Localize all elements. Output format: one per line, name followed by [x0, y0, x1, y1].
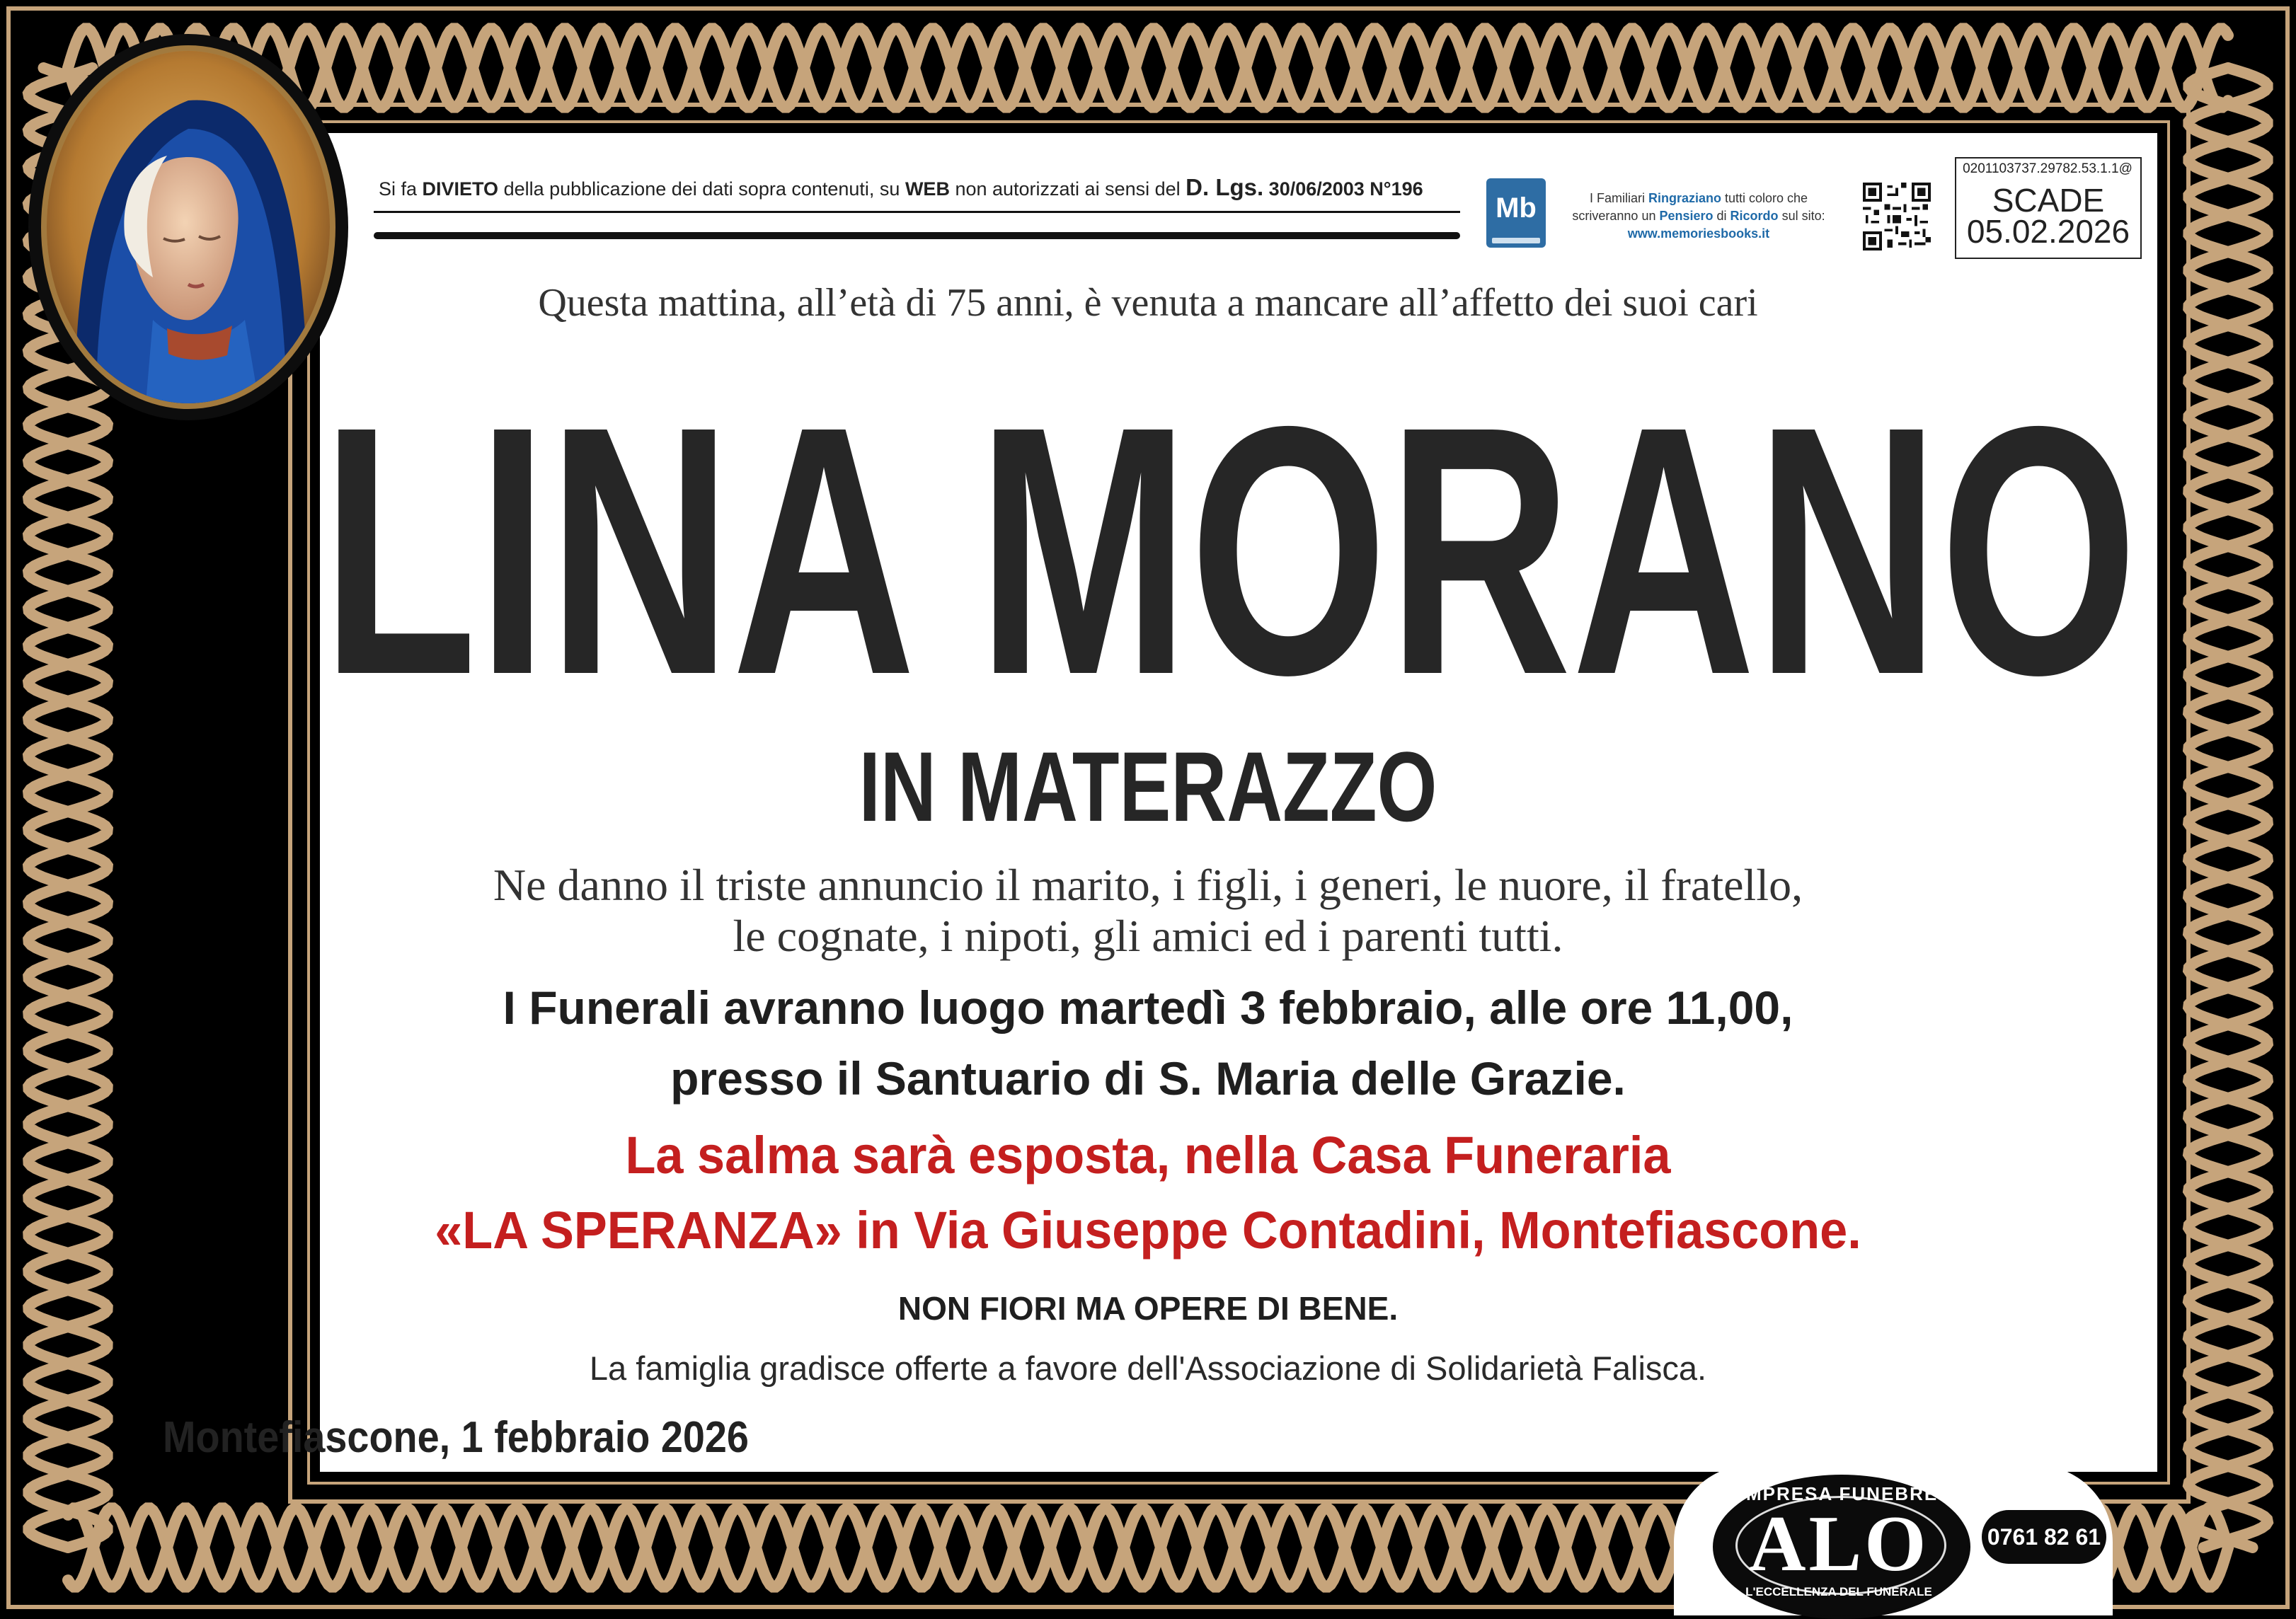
- funeral-home-logo-text: ALO: [1748, 1500, 1929, 1588]
- memoriesbooks-logo-icon: Mb: [1486, 178, 1546, 248]
- funeral-home-label: IMPRESA FUNEBRE: [1739, 1483, 1939, 1504]
- wake-line-1: La salma sarà esposta, nella Casa Funeraria: [625, 1126, 1671, 1185]
- funeral-line-2: presso il Santuario di S. Maria delle Grazie.: [670, 1052, 1626, 1105]
- intro-text: Questa mattina, all’età di 75 anni, è venuta a mancare all’affetto dei suoi cari: [538, 281, 1758, 325]
- announcement-line-2: le cognate, i nipoti, gli amici ed i parenti tutti.: [733, 911, 1563, 961]
- announcement-line-1: Ne danno il triste annuncio il marito, i figli, i generi, le nuore, il fratello,: [493, 860, 1803, 910]
- family-donation-note: La famiglia gradisce offerte a favore dell'Associazione di Solidarietà Falisca.: [589, 1349, 1707, 1387]
- no-flowers-note: NON FIORI MA OPERE DI BENE.: [897, 1290, 1399, 1327]
- place-date: Montefiascone, 1 febbraio 2026: [163, 1413, 749, 1462]
- funeral-home-slogan: L'ECCELLENZA DEL FUNERALE: [1745, 1585, 1932, 1598]
- married-name: IN MATERAZZO: [859, 731, 1437, 842]
- header-rule-thin: [374, 211, 1460, 213]
- expiry-code: 0201103737.29782.53.1.1@: [1963, 161, 2133, 176]
- funeral-line-1: I Funerali avranno luogo martedì 3 febbraio, alle ore 11,00,: [503, 981, 1793, 1034]
- header-rule-thick: [374, 232, 1460, 239]
- funeral-home-phone[interactable]: 0761 82 61 66: [1982, 1510, 2106, 1564]
- wake-line-2: «LA SPERANZA» in Via Giuseppe Contadini, Montefiascone.: [435, 1201, 1861, 1260]
- expiry-date: 05.02.2026: [1966, 213, 2130, 250]
- deceased-name: LINA MORANO: [321, 352, 2138, 748]
- madonna-portrait: [47, 51, 330, 403]
- memoriesbooks-link[interactable]: www.memoriesbooks.it: [1627, 226, 1770, 241]
- privacy-notice: Si fa DIVIETO della pubblicazione dei dati sopra contenuti, su WEB non autorizzati ai sensi del D. Lgs. 30/06/2003 N°196: [379, 174, 1423, 200]
- expiry-label: SCADE: [1992, 182, 2105, 219]
- qr-code-icon[interactable]: [1863, 183, 1931, 250]
- memoriesbooks-note: I Familiari Ringraziano tutti coloro che scriveranno un Pensiero di Ricordo sul sito: www.memoriesbooks.it: [1557, 190, 1840, 243]
